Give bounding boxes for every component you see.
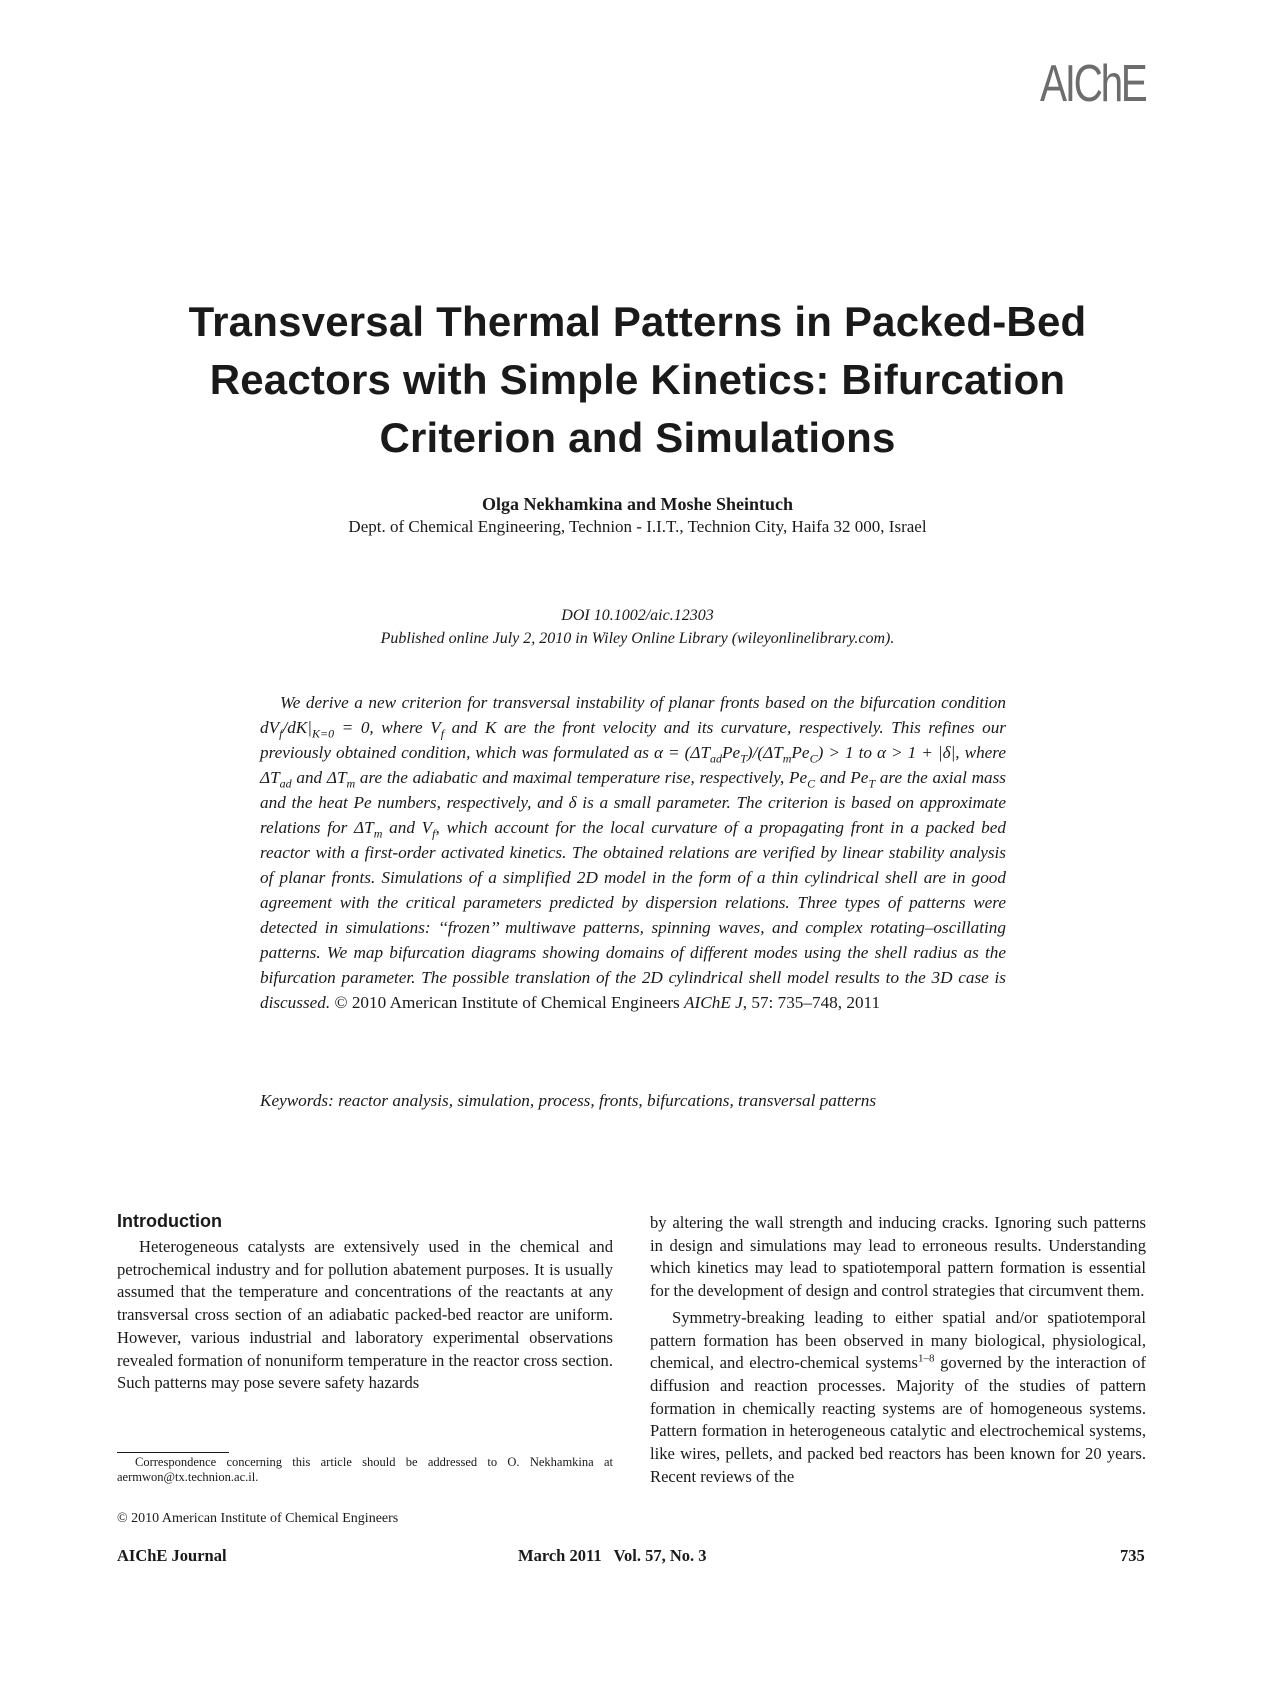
page-number: 735	[1120, 1546, 1145, 1565]
right-paragraph-2: Symmetry-breaking leading to either spatial and/or spatiotemporal pattern formation has been observed in many biological, physiological, chemical, and electro-chemical systems$^{1-8}$ governed by the interaction of diffusion and reaction processes. Majority of the studies of pattern formation in chemically reacting systems are of homogeneous systems. Pattern formation in heterogeneous catalytic and electrochemical systems, like wires, pellets, and packed bed reactors has been known for 20 years. Recent reviews of the	[650, 1307, 1147, 1486]
title-line-2: Reactors with Simple Kinetics: Bifurcation	[209, 356, 1066, 403]
authors: Olga Nekhamkina and Moshe Sheintuch	[481, 494, 794, 514]
affiliation: Dept. of Chemical Engineering, Technion - I.I.T., Technion City, Haifa 32 000, Israel	[348, 517, 927, 536]
abstract: We derive a new criterion for transversal instability of planar fronts based on the bifurcation condition $dV_f/dK|_{K=0} = 0$, where $V_f$ and K are the front velocity and its curvature, respectively. This refines our previously obtained condition, which was formulated as $\alpha = (\Delta T_{ad}Pe_T)/(\Delta T_mPe_C) > 1$ to α > 1 + |δ|, where $\Delta T_{ad}$ and $\Delta T_m$ are the adiabatic and maximal temperature rise, respectively, $Pe_C$ and $Pe_T$ are the axial mass and the heat Pe numbers, respectively, and δ is a small parameter. The criterion is based on approximate relations for $\Delta T_m$ and $V_f$, which account for the local curvature of a propagating front in a packed bed reactor with a first-order activated kinetics. The obtained relations are verified by linear stability analysis of planar fronts. Simulations of a simplified 2D model in the form of a thin cylindrical shell are in good agreement with the critical parameters predicted by dispersion relations. Three types of patterns were detected in simulations: ‘‘frozen’’ multiwave patterns, spinning waves, and complex rotating–oscillating patterns. We map bifurcation diagrams showing domains of different modes using the shell radius as the bifurcation parameter. The possible translation of the 2D cylindrical shell model results to the 3D case is discussed. © 2010 American Institute of Chemical Engineers AIChE J, 57: 735–748, 2011	[260, 693, 1006, 1012]
journal-abbrev: AIChE J	[684, 993, 743, 1012]
right-column	[650, 1212, 1146, 1488]
right-paragraph-1: by altering the wall strength and inducing cracks. Ignoring such patterns in design and simulations may lead to erroneous results. Understanding which kinetics may lead to spatiotemporal pattern formation is essential for the development of design and control strategies that circumvent them.	[650, 1213, 1146, 1301]
keywords: Keywords: reactor analysis, simulation, process, fronts, bifurcations, transversal patterns	[260, 1091, 877, 1110]
section-heading-introduction: Introduction	[117, 1211, 222, 1231]
abstract-copyright: © 2010 American Institute of Chemical Engineers	[330, 993, 685, 1012]
aiche-logo: AIChE	[1040, 55, 1146, 113]
publication-info: Published online July 2, 2010 in Wiley Online Library (wileyonlinelibrary.com).	[380, 630, 895, 647]
intro-paragraph: Heterogeneous catalysts are extensively used in the chemical and petrochemical industry and for pollution abatement purposes. It is usually assumed that the temperature and concentrations of the reactants at any transversal cross section of an adiabatic packed-bed reactor are uniform. However, various industrial and laboratory experimental observations revealed formation of nonuniform temperature in the reactor cross section. Such patterns may pose severe safety hazards	[117, 1237, 613, 1393]
title-line-3: Criterion and Simulations	[379, 414, 896, 461]
footer-journal: AIChE Journal	[117, 1546, 227, 1565]
footnote-divider	[117, 1452, 229, 1453]
correspondence-footnote: Correspondence concerning this article should be addressed to O. Nekhamkina at aermwon@tx.technion.ac.il.	[117, 1455, 613, 1484]
article-title	[140, 293, 1135, 467]
citation-ref: 1–8	[917, 1352, 935, 1365]
doi: DOI 10.1002/aic.12303	[561, 607, 714, 624]
footer-issue: March 2011 Vol. 57, No. 3	[518, 1546, 707, 1565]
title-line-1: Transversal Thermal Patterns in Packed-Bed	[188, 298, 1087, 345]
citation: , 57: 735–748, 2011	[742, 993, 881, 1012]
left-column	[117, 1210, 613, 1395]
copyright-notice: © 2010 American Institute of Chemical Engineers	[117, 1511, 399, 1526]
